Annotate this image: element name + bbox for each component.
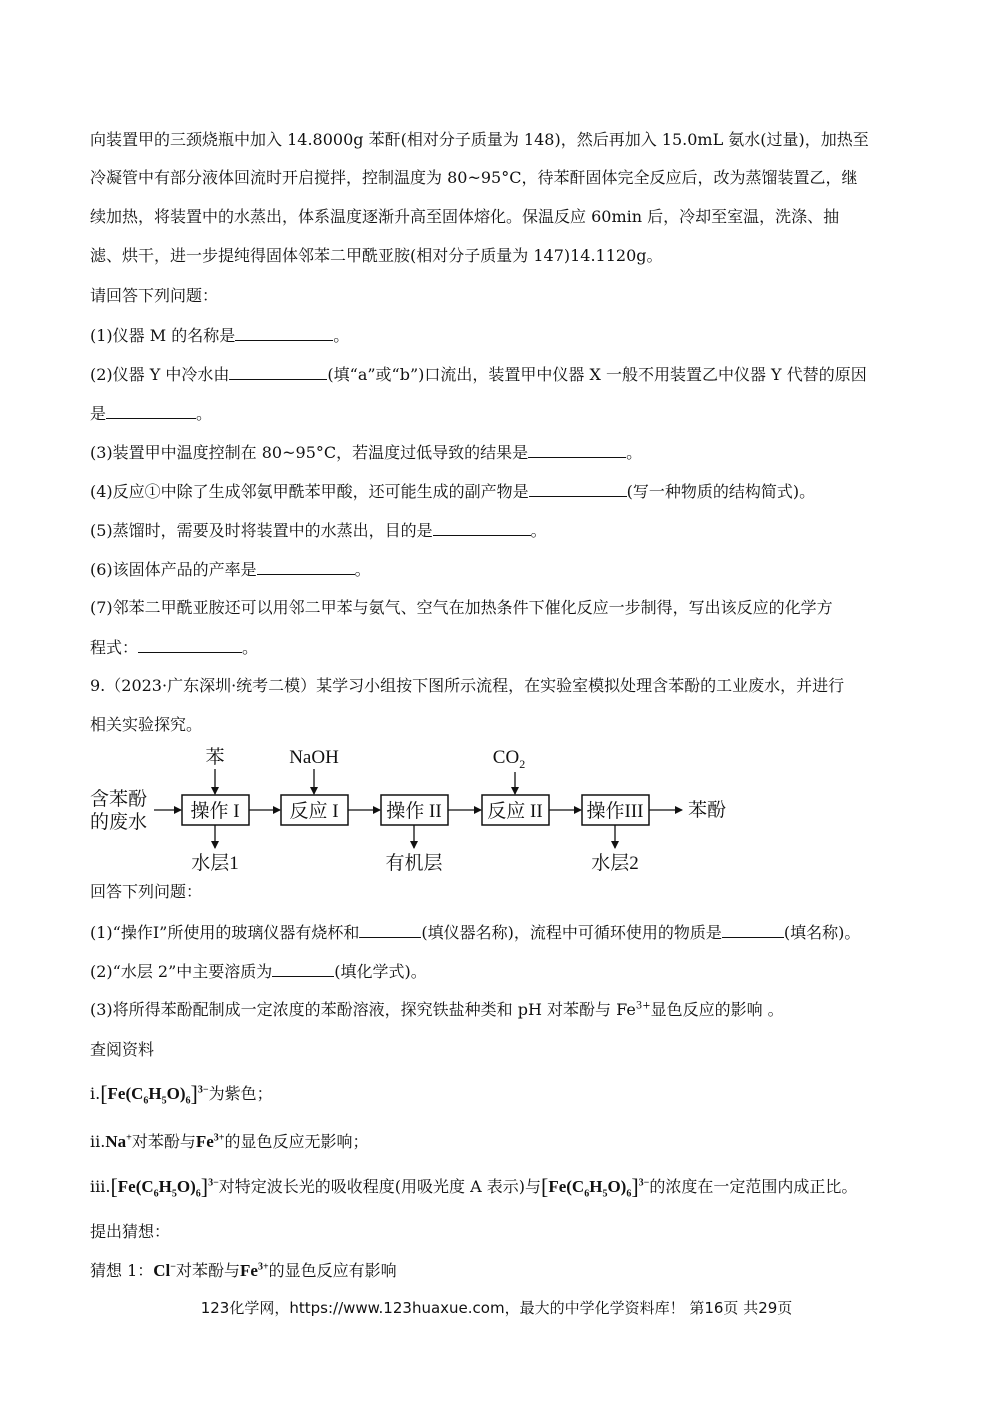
answer-blank[interactable] [433,519,531,536]
flow-box-label: 操作III [586,801,644,822]
answer-blank[interactable] [229,363,327,380]
q9-s2-text: (2)“水层 2”中主要溶质为 [90,962,273,981]
reference-1 [90,1083,273,1105]
q8-q6-text: (6)该固体产品的产率是 [90,560,257,579]
complex-formula: $[Fe(C_6H_5O)_6]^{3-}$ [110,1174,219,1200]
ferric-ion: $Fe^{3+}$ [240,1261,269,1280]
q8-q4-text: (4)反应①中除了生成邻氨甲酰苯甲酸，还可能生成的副产物是 [90,482,529,501]
flow-reagent-co2 [493,747,525,771]
flow-box-label: 操作 II [386,801,442,822]
answer-blank[interactable] [359,921,421,938]
paragraph-line-2: 冷凝管中有部分液体回流时开启搅拌，控制温度为 80~95°C，待苯酐固体完全反应后，改为蒸馏装置乙，继 [90,168,858,187]
q8-question-3 [90,441,642,464]
flow-product-phenol: 苯酚 [688,800,727,821]
q9-s3-text: (3)将所得苯酚配制成一定浓度的苯酚溶液，探究铁盐种类和 pH 对苯酚与 Fe [90,1000,636,1019]
q8-q3-end: 。 [626,443,643,462]
answer-blank[interactable] [106,402,196,419]
reference-1-text: 为紫色； [208,1084,273,1103]
q8-q1-end: 。 [333,326,350,345]
co2-subscript: 2 [519,757,526,771]
q8-q5-end: 。 [530,521,547,540]
flow-input-label-1: 含苯酚 [90,789,148,810]
paragraph-line-1: 向装置甲的三颈烧瓶中加入 14.8000g 苯酐(相对分子质量为 148)，然后再加入 15.0mL 氨水(过量)，加热至 [90,130,869,149]
q9-s2-end: (填化学式)。 [334,962,427,981]
hypothesis-1-text-b: 的显色反应有影响 [268,1261,397,1280]
flow-box-label: 反应 I [289,801,339,822]
q8-question-5 [90,519,547,542]
q8-q2-text: (2)仪器 Y 中冷水由 [90,365,230,384]
answer-blank[interactable] [528,441,626,458]
flow-output-water-layer-2: 水层2 [591,853,639,874]
q8-q2-end: 。 [196,404,213,423]
reference-2-text-b: 的显色反应无影响； [224,1132,369,1151]
answer-blank[interactable] [272,960,334,977]
q9-prompt: 回答下列问题： [90,882,203,901]
q8-q7-end: 。 [242,638,259,657]
q9-s3-text-b: 显色反应的影响 。 [650,1000,784,1019]
complex-formula: $[Fe(C_6H_5O)_6]^{3-}$ [100,1081,209,1107]
paragraph-line-4: 滤、烘干，进一步提纯得固体邻苯二甲酰亚胺(相对分子质量为 147)14.1120g。 [90,246,663,265]
q9-question-2 [90,960,427,983]
hypothesis-1-label: 猜想 1： [90,1261,154,1280]
q8-question-2 [90,363,867,386]
q9-intro-line-2: 相关实验探究。 [90,715,203,734]
flow-reagent-benzene: 苯 [205,747,225,768]
reference-3-text: 对特定波长光的吸收程度(用吸光度 A 表示)与 [218,1177,542,1196]
q8-q7-text-b: 程式： [90,638,139,657]
chloride-ion: Cl− [153,1261,176,1280]
q9-s1-end: (填名称)。 [783,923,861,942]
flow-box-label: 反应 II [487,801,543,822]
reference-3-text-b: 的浓度在一定范围内成正比。 [649,1177,858,1196]
q8-q6-end: 。 [354,560,371,579]
answer-blank[interactable] [257,558,355,575]
flow-output-organic-layer: 有机层 [385,853,443,874]
q8-q5-text: (5)蒸馏时，需要及时将装置中的水蒸出，目的是 [90,521,433,540]
q8-q2-text-c: 是 [90,404,107,423]
co2-text: CO [492,747,520,768]
ferric-ion: $Fe^{3+}$ [195,1132,225,1151]
flow-reagent-naoh: NaOH [289,747,339,768]
q8-q3-text: (3)装置甲中温度控制在 80~95°C，若温度过低导致的结果是 [90,443,529,462]
reference-2 [90,1131,368,1153]
complex-formula: $[Fe(C_6H_5O)_6]^{3-}$ [541,1174,650,1200]
hypothesis-1-text: 对苯酚与 [175,1261,240,1280]
sodium-ion: Na+ [105,1132,132,1151]
paragraph-line-3: 续加热，将装置中的水蒸出，体系温度逐渐升高至固体熔化。保温反应 60min 后，冷却至室温，洗涤、抽 [90,207,840,226]
flow-input-label-2: 的废水 [90,812,148,833]
q9-s3-superscript: 3+ [635,1000,651,1012]
q9-s1-text-b: (填仪器名称)，流程中可循环使用的物质是 [421,923,722,942]
page-footer: 123化学网，https://www.123huaxue.com，最大的中学化学资料库！ 第16页 共29页 [200,1299,793,1317]
reference-3 [90,1176,857,1198]
q9-intro-line-1: 9.（2023·广东深圳·统考二模）某学习小组按下图所示流程，在实验室模拟处理含苯酚的工业废水，并进行 [90,676,845,695]
answer-blank[interactable] [722,921,784,938]
hypothesis-heading: 提出猜想： [90,1222,171,1241]
reference-2-marker: ii. [90,1132,106,1151]
reference-3-marker: iii. [90,1177,111,1196]
flow-output-water-layer-1: 水层1 [191,853,239,874]
answer-blank[interactable] [529,480,627,497]
flow-diagram [90,742,750,877]
reference-1-marker: i. [90,1084,101,1103]
q9-question-3 [90,999,784,1021]
q8-question-6 [90,558,371,581]
q8-question-7-cont [90,636,258,659]
q8-q4-end: (写一种物质的结构简式)。 [626,482,816,501]
q8-q1-text: (1)仪器 M 的名称是 [90,326,236,345]
q9-s1-text: (1)“操作I”所使用的玻璃仪器有烧杯和 [90,923,360,942]
q8-question-2-cont [90,402,212,425]
hypothesis-1 [90,1260,397,1282]
q9-question-1 [90,921,860,944]
flow-box-label: 操作 I [190,801,240,822]
q8-prompt: 请回答下列问题： [90,286,219,305]
q8-q2-text-b: (填“a”或“b”)口流出，装置甲中仪器 X 一般不用装置乙中仪器 Y 代替的原因 [327,365,867,384]
reference-2-text: 对苯酚与 [131,1132,196,1151]
answer-blank[interactable] [138,636,242,653]
lookup-heading: 查阅资料 [90,1040,155,1059]
q8-question-4 [90,480,815,503]
q8-question-7: (7)邻苯二甲酰亚胺还可以用邻二甲苯与氨气、空气在加热条件下催化反应一步制得，写出该反应的化学方 [90,598,833,617]
q8-question-1 [90,324,349,347]
answer-blank[interactable] [235,324,333,341]
